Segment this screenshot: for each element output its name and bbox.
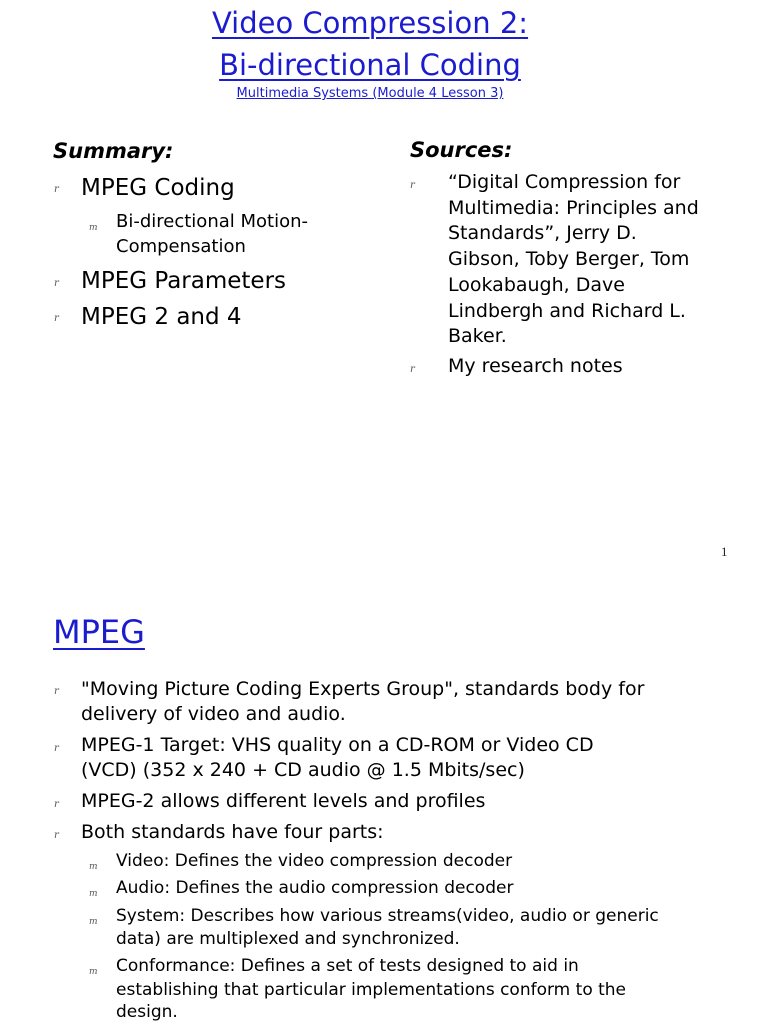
part-audio-line: Audio: Defines the audio compression decoder bbox=[116, 878, 514, 898]
part-conformance-line-2: establishing that particular implementations conform to the bbox=[116, 980, 627, 1000]
summary-item-mpeg-2-and-4: MPEG 2 and 4 bbox=[81, 304, 242, 330]
bullet-icon: r bbox=[54, 313, 59, 324]
part-conformance-line-1: Conformance: Defines a set of tests designed to aid in bbox=[116, 956, 579, 976]
source-line: “Digital Compression for bbox=[448, 171, 681, 193]
mpeg1-target-line-2: (VCD) (352 x 240 + CD audio @ 1.5 Mbits/sec) bbox=[81, 759, 525, 781]
slide-title-line-2: Bi-directional Coding bbox=[219, 48, 521, 82]
bullet-icon: r bbox=[54, 184, 59, 195]
sub-bullet-icon: m bbox=[89, 889, 98, 899]
source-line: Standards”, Jerry D. bbox=[448, 222, 637, 245]
mpeg-definition-line-2: delivery of video and audio. bbox=[81, 703, 346, 725]
source-research-notes: My research notes bbox=[448, 355, 623, 377]
source-citation bbox=[448, 170, 699, 350]
summary-subitem-line-1: Bi-directional Motion- bbox=[116, 211, 308, 232]
source-line: Baker. bbox=[448, 325, 507, 348]
part-video-line: Video: Defines the video compression decoder bbox=[116, 851, 513, 871]
bullet-icon: r bbox=[410, 364, 415, 375]
summary-subitem-line-2: Compensation bbox=[116, 236, 246, 257]
source-line: Lookabaugh, Dave bbox=[448, 273, 625, 296]
bullet-icon: r bbox=[54, 799, 59, 810]
summary-heading: Summary: bbox=[53, 139, 174, 163]
bullet-icon: r bbox=[54, 830, 59, 841]
slide-title-line-1: Video Compression 2: bbox=[211, 6, 529, 40]
part-conformance-line-3: design. bbox=[116, 1002, 178, 1022]
mpeg1-target-line-1: MPEG-1 Target: VHS quality on a CD-ROM or Video CD bbox=[81, 734, 594, 756]
page-number: 1 bbox=[721, 544, 728, 559]
bullet-icon: r bbox=[54, 743, 59, 754]
source-line: Multimedia: Principles and bbox=[448, 196, 699, 219]
bullet-icon: r bbox=[54, 278, 59, 289]
part-system-line-2: data) are multiplexed and synchronized. bbox=[116, 929, 460, 949]
source-line: Lindbergh and Richard L. bbox=[448, 299, 686, 322]
sub-bullet-icon: m bbox=[89, 967, 98, 977]
four-parts-line: Both standards have four parts: bbox=[81, 821, 384, 843]
mpeg2-levels-line: MPEG-2 allows different levels and profiles bbox=[81, 790, 486, 812]
source-line: Gibson, Toby Berger, Tom bbox=[448, 248, 690, 271]
slide-subtitle: Multimedia Systems (Module 4 Lesson 3) bbox=[236, 86, 504, 101]
sub-bullet-icon: m bbox=[89, 917, 98, 927]
sub-bullet-icon: m bbox=[89, 223, 98, 233]
bullet-icon: r bbox=[54, 686, 59, 697]
slide-2-title: MPEG bbox=[53, 613, 145, 651]
bullet-icon: r bbox=[410, 180, 415, 191]
sub-bullet-icon: m bbox=[89, 862, 98, 872]
summary-item-mpeg-coding: MPEG Coding bbox=[81, 175, 235, 201]
sources-heading: Sources: bbox=[410, 138, 513, 162]
mpeg-definition-line-1: "Moving Picture Coding Experts Group", standards body for bbox=[81, 678, 645, 700]
summary-item-mpeg-parameters: MPEG Parameters bbox=[81, 268, 287, 294]
part-system-line-1: System: Describes how various streams(video, audio or generic bbox=[116, 906, 659, 926]
